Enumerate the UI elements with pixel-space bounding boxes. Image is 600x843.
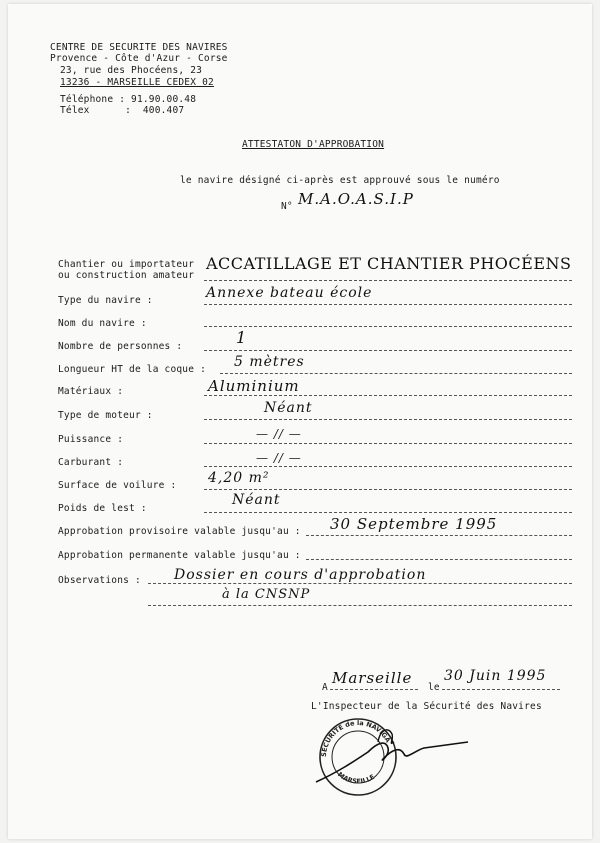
field-materiaux-line xyxy=(204,395,572,396)
field-permanente-label: Approbation permanente valable jusqu'au : xyxy=(58,550,301,561)
field-lest-value: Néant xyxy=(232,492,281,508)
numero-value: M.A.O.A.S.I.P xyxy=(298,190,414,208)
field-carburant-value: — // — xyxy=(256,451,302,465)
field-lest-label: Poids de lest : xyxy=(58,503,147,514)
numero-prefix: N° xyxy=(281,201,293,212)
field-puissance-label: Puissance : xyxy=(58,434,124,445)
field-personnes-value: 1 xyxy=(236,328,248,347)
header-telex: Télex : 400.407 xyxy=(60,105,185,116)
field-provisoire-label: Approbation provisoire valable jusqu'au : xyxy=(58,526,301,537)
field-personnes-label: Nombre de personnes : xyxy=(58,341,183,352)
field-observations-value: Dossier en cours d'approbation xyxy=(174,567,427,583)
date-line xyxy=(442,689,560,690)
field-puissance-value: — // — xyxy=(256,427,302,441)
field-chantier-line xyxy=(204,280,572,281)
field-provisoire-line xyxy=(306,535,572,536)
field-moteur-label: Type de moteur : xyxy=(58,410,153,421)
field-materiaux-value: Aluminium xyxy=(208,377,300,395)
header-line-4: 13236 - MARSEILLE CEDEX 02 xyxy=(60,77,214,88)
place-prefix: A xyxy=(322,682,328,693)
place-value: Marseille xyxy=(332,669,413,687)
field-chantier-value: ACCATILLAGE ET CHANTIER PHOCÉENS xyxy=(206,254,572,273)
field-nom-line xyxy=(204,326,572,327)
field-voilure-line xyxy=(204,489,572,490)
field-carburant-line xyxy=(204,466,572,467)
inspector-title: L'Inspecteur de la Sécurité des Navires xyxy=(311,701,542,712)
header-line-1: CENTRE DE SECURITE DES NAVIRES xyxy=(50,42,228,53)
document-page xyxy=(8,4,592,839)
stamp-text-top: SECURITE de la NAVIGA xyxy=(319,718,393,758)
field-moteur-value: Néant xyxy=(264,400,313,416)
field-observations-value-2: à la CNSNP xyxy=(222,587,311,602)
field-nom-label: Nom du navire : xyxy=(58,318,147,329)
field-type-value: Annexe bateau école xyxy=(206,285,373,301)
field-voilure-label: Surface de voilure : xyxy=(58,480,177,491)
field-type-label: Type du navire : xyxy=(58,295,153,306)
field-provisoire-value: 30 Septembre 1995 xyxy=(330,515,498,533)
field-longueur-value: 5 mètres xyxy=(234,354,305,370)
date-value: 30 Juin 1995 xyxy=(444,668,547,684)
document-title: ATTESTATON D'APPROBATION xyxy=(242,139,385,150)
place-line xyxy=(330,689,418,690)
field-type-line xyxy=(204,304,572,305)
field-longueur-label: Longueur HT de la coque : xyxy=(58,364,206,375)
official-stamp xyxy=(308,712,478,802)
field-moteur-line xyxy=(204,419,572,420)
field-carburant-label: Carburant : xyxy=(58,457,124,468)
field-observations-label: Observations : xyxy=(58,575,141,586)
field-observations-line xyxy=(148,583,572,584)
field-puissance-line xyxy=(204,443,572,444)
field-lest-line xyxy=(204,512,572,513)
date-prefix: le xyxy=(428,682,440,693)
stamp-text-bottom: MARSEILLE xyxy=(336,770,377,786)
field-observations-line-2 xyxy=(148,605,572,606)
field-chantier-label: Chantier ou importateur xyxy=(58,259,195,270)
field-voilure-value: 4,20 m² xyxy=(208,470,270,486)
field-chantier-label-2: ou construction amateur xyxy=(58,270,195,281)
header-line-3: 23, rue des Phocéens, 23 xyxy=(60,65,203,76)
field-materiaux-label: Matériaux : xyxy=(58,386,124,397)
field-longueur-line xyxy=(220,373,572,374)
header-line-2: Provence - Côte d'Azur - Corse xyxy=(50,53,228,64)
intro-text: le navire désigné ci-après est approuvé sous le numéro xyxy=(180,175,500,186)
field-personnes-line xyxy=(204,350,572,351)
header-phone: Téléphone : 91.90.00.48 xyxy=(60,94,197,105)
field-permanente-line xyxy=(306,559,572,560)
